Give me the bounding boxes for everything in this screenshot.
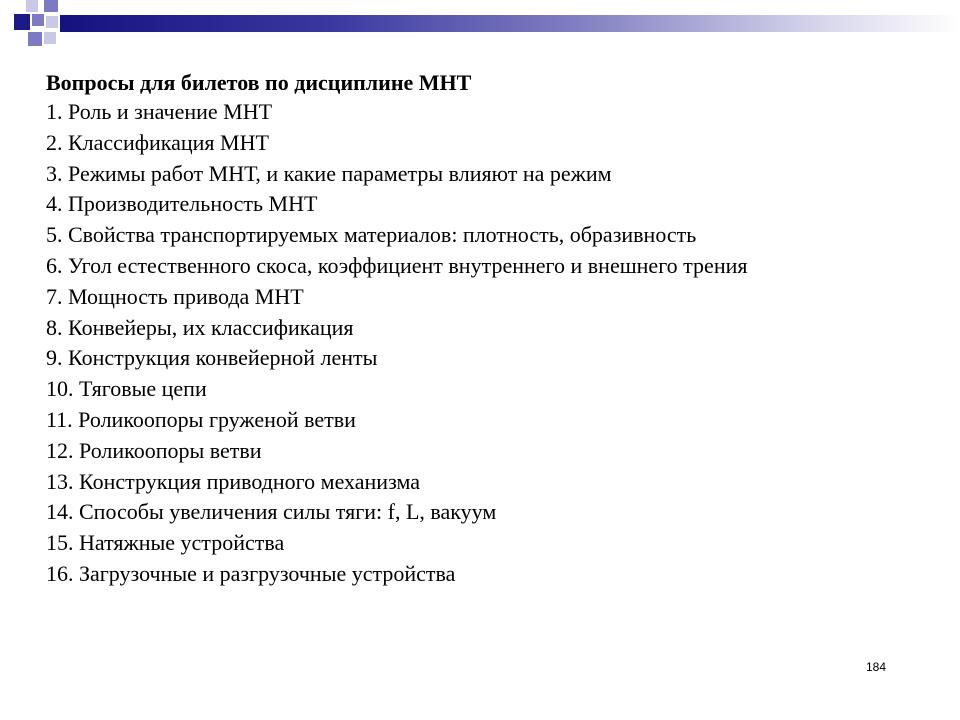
decor-square-light bbox=[46, 16, 58, 28]
question-item: 12. Роликоопоры ветви bbox=[46, 437, 262, 463]
slide-title: Вопросы для билетов по дисциплине МНТ bbox=[46, 70, 472, 95]
page-number: 184 bbox=[866, 660, 887, 674]
question-item: 6. Угол естественного скоса, коэффициент внутреннего и внешнего трения bbox=[46, 252, 748, 278]
decor-square-dark bbox=[14, 14, 30, 30]
decor-square-light bbox=[44, 32, 56, 44]
question-item: 5. Свойства транспортируемых материалов: плотность, образивность bbox=[46, 222, 697, 248]
question-item: 13. Конструкция приводного механизма bbox=[46, 468, 420, 494]
decor-square-mid bbox=[44, 0, 58, 12]
question-list bbox=[46, 97, 748, 590]
decor-square-light bbox=[26, 0, 38, 12]
question-item: 7. Мощность привода МНТ bbox=[46, 283, 304, 309]
question-item: 1. Роль и значение МНТ bbox=[46, 99, 273, 124]
decor-square-mid bbox=[28, 32, 42, 46]
question-item: 4. Производительность МНТ bbox=[46, 191, 318, 217]
question-item: 10. Тяговые цепи bbox=[46, 376, 207, 402]
question-item: 11. Роликоопоры груженой ветви bbox=[46, 406, 356, 432]
question-item: 2. Классификация МНТ bbox=[46, 129, 269, 155]
question-item: 15. Натяжные устройства bbox=[46, 530, 285, 556]
decor-square-mid bbox=[32, 14, 44, 26]
question-item: 3. Режимы работ МНТ, и какие параметры влияют на режим bbox=[46, 160, 612, 186]
question-item: 16. Загрузочные и разгрузочные устройства bbox=[46, 560, 456, 586]
question-item: 9. Конструкция конвейерной ленты bbox=[46, 345, 378, 371]
question-item: 14. Способы увеличения силы тяги: f, L, вакуум bbox=[46, 499, 497, 525]
question-item: 8. Конвейеры, их классификация bbox=[46, 314, 354, 340]
header-gradient-bar bbox=[60, 15, 960, 32]
